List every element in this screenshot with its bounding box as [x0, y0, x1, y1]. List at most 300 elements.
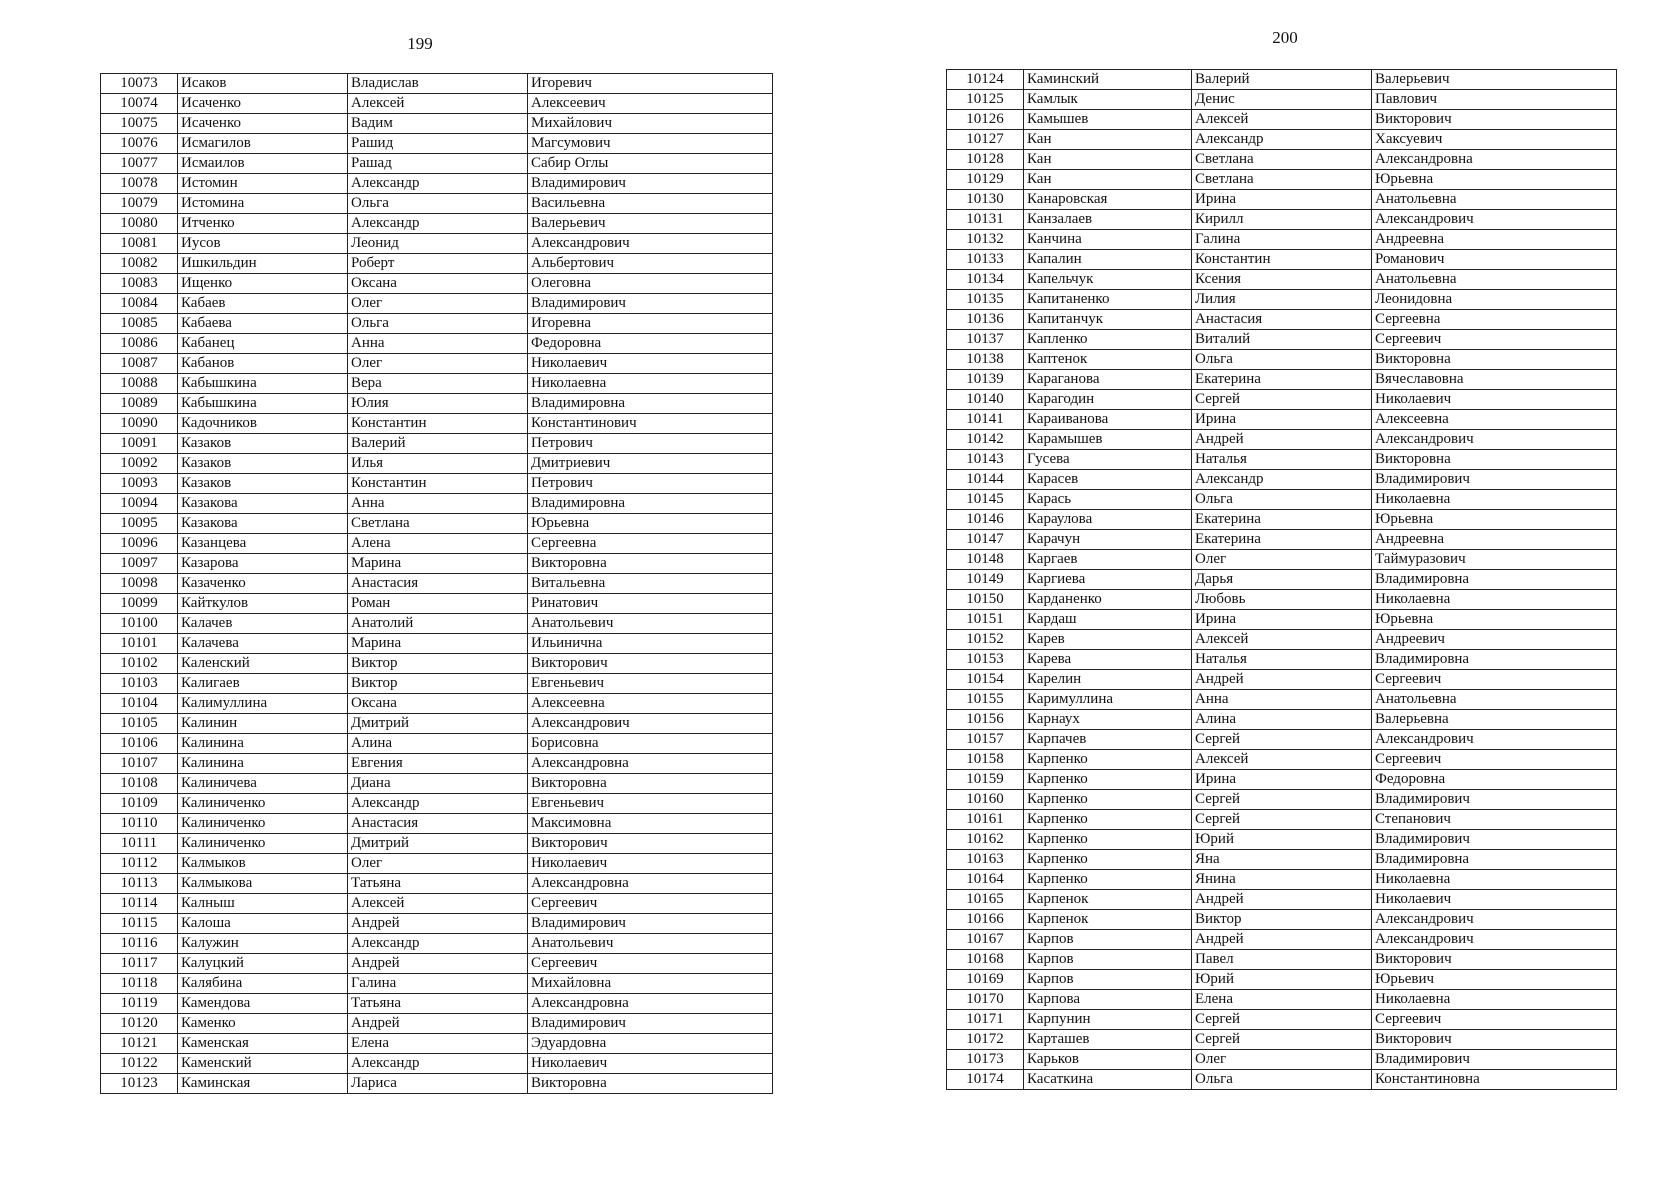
table-row — [947, 670, 1617, 690]
record-number-cell: 10173 — [947, 1050, 1024, 1070]
record-number-cell: 10076 — [101, 134, 178, 154]
record-number-cell: 10165 — [947, 890, 1024, 910]
patronymic-cell: Николаевич — [528, 854, 773, 874]
patronymic-cell: Магсумович — [528, 134, 773, 154]
patronymic-cell: Владимирович — [528, 1014, 773, 1034]
patronymic-cell: Александрович — [1372, 730, 1617, 750]
last-name-cell: Исмаилов — [178, 154, 348, 174]
last-name-cell: Карпенко — [1024, 810, 1192, 830]
table-row — [947, 550, 1617, 570]
last-name-cell: Каминский — [1024, 70, 1192, 90]
patronymic-cell: Николаевич — [528, 1054, 773, 1074]
last-name-cell: Казанцева — [178, 534, 348, 554]
first-name-cell: Татьяна — [348, 874, 528, 894]
first-name-cell: Илья — [348, 454, 528, 474]
table-row — [947, 370, 1617, 390]
table-row — [101, 154, 773, 174]
patronymic-cell: Александровна — [1372, 150, 1617, 170]
last-name-cell: Калябина — [178, 974, 348, 994]
first-name-cell: Галина — [348, 974, 528, 994]
record-number-cell: 10085 — [101, 314, 178, 334]
patronymic-cell: Викторович — [528, 654, 773, 674]
table-row — [101, 514, 773, 534]
record-number-cell: 10150 — [947, 590, 1024, 610]
last-name-cell: Истомин — [178, 174, 348, 194]
last-name-cell: Канзалаев — [1024, 210, 1192, 230]
first-name-cell: Виктор — [348, 654, 528, 674]
table-row — [101, 894, 773, 914]
table-row — [101, 654, 773, 674]
last-name-cell: Исаченко — [178, 114, 348, 134]
record-number-cell: 10105 — [101, 714, 178, 734]
patronymic-cell: Александровна — [528, 754, 773, 774]
patronymic-cell: Степанович — [1372, 810, 1617, 830]
patronymic-cell: Евгеньевич — [528, 674, 773, 694]
record-number-cell: 10167 — [947, 930, 1024, 950]
record-number-cell: 10095 — [101, 514, 178, 534]
patronymic-cell: Дмитриевич — [528, 454, 773, 474]
table-row — [101, 714, 773, 734]
table-row — [947, 810, 1617, 830]
patronymic-cell: Витальевна — [528, 574, 773, 594]
patronymic-cell: Петрович — [528, 474, 773, 494]
record-number-cell: 10094 — [101, 494, 178, 514]
last-name-cell: Караиванова — [1024, 410, 1192, 430]
table-row — [101, 454, 773, 474]
record-number-cell: 10164 — [947, 870, 1024, 890]
first-name-cell: Анна — [348, 494, 528, 514]
last-name-cell: Каргиева — [1024, 570, 1192, 590]
record-number-cell: 10099 — [101, 594, 178, 614]
last-name-cell: Карпенко — [1024, 750, 1192, 770]
patronymic-cell: Владимирович — [1372, 1050, 1617, 1070]
patronymic-cell: Владимирович — [528, 914, 773, 934]
first-name-cell: Алексей — [348, 894, 528, 914]
first-name-cell: Александр — [1192, 130, 1372, 150]
record-number-cell: 10148 — [947, 550, 1024, 570]
record-number-cell: 10108 — [101, 774, 178, 794]
patronymic-cell: Константиновна — [1372, 1070, 1617, 1090]
table-row — [101, 754, 773, 774]
table-row — [101, 1074, 773, 1094]
record-number-cell: 10171 — [947, 1010, 1024, 1030]
last-name-cell: Карпунин — [1024, 1010, 1192, 1030]
table-row — [947, 310, 1617, 330]
record-number-cell: 10147 — [947, 530, 1024, 550]
patronymic-cell: Павлович — [1372, 90, 1617, 110]
table-row — [101, 394, 773, 414]
table-row — [947, 1050, 1617, 1070]
first-name-cell: Олег — [348, 354, 528, 374]
last-name-cell: Калиниченко — [178, 834, 348, 854]
first-name-cell: Вадим — [348, 114, 528, 134]
record-number-cell: 10144 — [947, 470, 1024, 490]
patronymic-cell: Эдуардовна — [528, 1034, 773, 1054]
patronymic-cell: Александрович — [528, 714, 773, 734]
record-number-cell: 10078 — [101, 174, 178, 194]
record-number-cell: 10104 — [101, 694, 178, 714]
table-row — [947, 530, 1617, 550]
patronymic-cell: Ильинична — [528, 634, 773, 654]
first-name-cell: Юрий — [1192, 830, 1372, 850]
last-name-cell: Кабышкина — [178, 374, 348, 394]
table-row — [101, 734, 773, 754]
first-name-cell: Алина — [1192, 710, 1372, 730]
last-name-cell: Кабанов — [178, 354, 348, 374]
table-row — [101, 374, 773, 394]
patronymic-cell: Александровна — [528, 994, 773, 1014]
record-number-cell: 10155 — [947, 690, 1024, 710]
last-name-cell: Карева — [1024, 650, 1192, 670]
patronymic-cell: Сергеевич — [1372, 750, 1617, 770]
last-name-cell: Кабаев — [178, 294, 348, 314]
patronymic-cell: Викторовна — [528, 1074, 773, 1094]
patronymic-cell: Викторович — [528, 834, 773, 854]
last-name-cell: Кан — [1024, 150, 1192, 170]
first-name-cell: Лариса — [348, 1074, 528, 1094]
last-name-cell: Калужин — [178, 934, 348, 954]
first-name-cell: Александр — [1192, 470, 1372, 490]
last-name-cell: Карпов — [1024, 930, 1192, 950]
patronymic-cell: Юрьевна — [528, 514, 773, 534]
last-name-cell: Карпенок — [1024, 890, 1192, 910]
first-name-cell: Елена — [1192, 990, 1372, 1010]
record-number-cell: 10131 — [947, 210, 1024, 230]
record-number-cell: 10081 — [101, 234, 178, 254]
first-name-cell: Роман — [348, 594, 528, 614]
table-row — [101, 634, 773, 654]
first-name-cell: Дмитрий — [348, 714, 528, 734]
patronymic-cell: Николаевич — [1372, 890, 1617, 910]
patronymic-cell: Юрьевна — [1372, 510, 1617, 530]
record-number-cell: 10134 — [947, 270, 1024, 290]
first-name-cell: Денис — [1192, 90, 1372, 110]
last-name-cell: Исмагилов — [178, 134, 348, 154]
patronymic-cell: Александрович — [1372, 930, 1617, 950]
last-name-cell: Калигаев — [178, 674, 348, 694]
patronymic-cell: Николаевна — [1372, 990, 1617, 1010]
patronymic-cell: Максимовна — [528, 814, 773, 834]
record-number-cell: 10123 — [101, 1074, 178, 1094]
first-name-cell: Диана — [348, 774, 528, 794]
first-name-cell: Сергей — [1192, 790, 1372, 810]
table-row — [947, 390, 1617, 410]
first-name-cell: Светлана — [1192, 170, 1372, 190]
patronymic-cell: Викторовна — [1372, 450, 1617, 470]
record-number-cell: 10125 — [947, 90, 1024, 110]
table-row — [101, 94, 773, 114]
table-row — [947, 430, 1617, 450]
patronymic-cell: Сергеевич — [1372, 670, 1617, 690]
patronymic-cell: Андреевич — [1372, 630, 1617, 650]
first-name-cell: Екатерина — [1192, 370, 1372, 390]
first-name-cell: Леонид — [348, 234, 528, 254]
record-number-cell: 10086 — [101, 334, 178, 354]
record-number-cell: 10119 — [101, 994, 178, 1014]
first-name-cell: Анастасия — [348, 814, 528, 834]
table-row — [101, 794, 773, 814]
first-name-cell: Андрей — [1192, 930, 1372, 950]
record-number-cell: 10106 — [101, 734, 178, 754]
table-row — [947, 330, 1617, 350]
last-name-cell: Карпенок — [1024, 910, 1192, 930]
patronymic-cell: Анатольевна — [1372, 190, 1617, 210]
patronymic-cell: Анатольевна — [1372, 270, 1617, 290]
record-number-cell: 10082 — [101, 254, 178, 274]
last-name-cell: Касаткина — [1024, 1070, 1192, 1090]
table-row — [947, 270, 1617, 290]
first-name-cell: Анна — [348, 334, 528, 354]
record-number-cell: 10158 — [947, 750, 1024, 770]
patronymic-cell: Владимирович — [528, 174, 773, 194]
table-row — [947, 970, 1617, 990]
first-name-cell: Светлана — [1192, 150, 1372, 170]
table-row — [101, 354, 773, 374]
table-row — [101, 994, 773, 1014]
last-name-cell: Камышев — [1024, 110, 1192, 130]
patronymic-cell: Викторовна — [528, 774, 773, 794]
first-name-cell: Ольга — [348, 314, 528, 334]
last-name-cell: Капалин — [1024, 250, 1192, 270]
last-name-cell: Калоша — [178, 914, 348, 934]
table-row — [101, 574, 773, 594]
table-row — [101, 1014, 773, 1034]
patronymic-cell: Александрович — [1372, 430, 1617, 450]
record-number-cell: 10170 — [947, 990, 1024, 1010]
page-number: 199 — [407, 34, 433, 53]
first-name-cell: Янина — [1192, 870, 1372, 890]
last-name-cell: Каленский — [178, 654, 348, 674]
patronymic-cell: Альбертович — [528, 254, 773, 274]
patronymic-cell: Сергеевич — [528, 954, 773, 974]
first-name-cell: Олег — [1192, 550, 1372, 570]
last-name-cell: Карпов — [1024, 970, 1192, 990]
patronymic-cell: Александрович — [1372, 210, 1617, 230]
patronymic-cell: Викторович — [1372, 1030, 1617, 1050]
record-number-cell: 10169 — [947, 970, 1024, 990]
patronymic-cell: Михайлович — [528, 114, 773, 134]
record-number-cell: 10107 — [101, 754, 178, 774]
last-name-cell: Кан — [1024, 130, 1192, 150]
table-row — [947, 490, 1617, 510]
first-name-cell: Рашид — [348, 134, 528, 154]
last-name-cell: Кабанец — [178, 334, 348, 354]
patronymic-cell: Владимировна — [1372, 850, 1617, 870]
table-row — [947, 990, 1617, 1010]
first-name-cell: Константин — [348, 414, 528, 434]
first-name-cell: Алексей — [348, 94, 528, 114]
patronymic-cell: Александрович — [1372, 910, 1617, 930]
last-name-cell: Карпов — [1024, 950, 1192, 970]
first-name-cell: Светлана — [348, 514, 528, 534]
last-name-cell: Истомина — [178, 194, 348, 214]
patronymic-cell: Алексеевич — [528, 94, 773, 114]
table-row — [101, 314, 773, 334]
last-name-cell: Калныш — [178, 894, 348, 914]
record-number-cell: 10122 — [101, 1054, 178, 1074]
first-name-cell: Елена — [348, 1034, 528, 1054]
first-name-cell: Андрей — [1192, 670, 1372, 690]
patronymic-cell: Ринатович — [528, 594, 773, 614]
first-name-cell: Вера — [348, 374, 528, 394]
first-name-cell: Олег — [348, 294, 528, 314]
last-name-cell: Кайткулов — [178, 594, 348, 614]
record-number-cell: 10102 — [101, 654, 178, 674]
last-name-cell: Каримуллина — [1024, 690, 1192, 710]
patronymic-cell: Валерьевич — [1372, 70, 1617, 90]
last-name-cell: Кабаева — [178, 314, 348, 334]
table-row — [947, 730, 1617, 750]
record-number-cell: 10153 — [947, 650, 1024, 670]
patronymic-cell: Николаевна — [1372, 590, 1617, 610]
last-name-cell: Казакова — [178, 494, 348, 514]
last-name-cell: Ищенко — [178, 274, 348, 294]
table-row — [101, 174, 773, 194]
last-name-cell: Кардаш — [1024, 610, 1192, 630]
first-name-cell: Андрей — [1192, 430, 1372, 450]
patronymic-cell: Алексеевна — [528, 694, 773, 714]
table-row — [947, 650, 1617, 670]
patronymic-cell: Викторовна — [1372, 350, 1617, 370]
last-name-cell: Калуцкий — [178, 954, 348, 974]
last-name-cell: Канаровская — [1024, 190, 1192, 210]
table-row — [947, 910, 1617, 930]
record-number-cell: 10156 — [947, 710, 1024, 730]
patronymic-cell: Леонидовна — [1372, 290, 1617, 310]
patronymic-cell: Вячеславовна — [1372, 370, 1617, 390]
patronymic-cell: Борисовна — [528, 734, 773, 754]
record-number-cell: 10124 — [947, 70, 1024, 90]
record-number-cell: 10172 — [947, 1030, 1024, 1050]
last-name-cell: Исаченко — [178, 94, 348, 114]
last-name-cell: Карпенко — [1024, 770, 1192, 790]
patronymic-cell: Владимировна — [528, 494, 773, 514]
table-row — [947, 870, 1617, 890]
patronymic-cell: Николаевич — [528, 354, 773, 374]
patronymic-cell: Владимирович — [1372, 470, 1617, 490]
last-name-cell: Камлык — [1024, 90, 1192, 110]
record-number-cell: 10159 — [947, 770, 1024, 790]
last-name-cell: Каптенок — [1024, 350, 1192, 370]
first-name-cell: Галина — [1192, 230, 1372, 250]
record-number-cell: 10149 — [947, 570, 1024, 590]
last-name-cell: Карагодин — [1024, 390, 1192, 410]
first-name-cell: Кирилл — [1192, 210, 1372, 230]
table-row — [101, 834, 773, 854]
first-name-cell: Андрей — [348, 954, 528, 974]
first-name-cell: Рашад — [348, 154, 528, 174]
first-name-cell: Александр — [348, 174, 528, 194]
patronymic-cell: Валерьевич — [528, 214, 773, 234]
table-row — [947, 1030, 1617, 1050]
last-name-cell: Калиниченко — [178, 794, 348, 814]
first-name-cell: Олег — [348, 854, 528, 874]
patronymic-cell: Александрович — [528, 234, 773, 254]
table-row — [101, 114, 773, 134]
last-name-cell: Карпенко — [1024, 830, 1192, 850]
record-number-cell: 10154 — [947, 670, 1024, 690]
patronymic-cell: Викторович — [1372, 950, 1617, 970]
last-name-cell: Калимуллина — [178, 694, 348, 714]
first-name-cell: Павел — [1192, 950, 1372, 970]
patronymic-cell: Николаевна — [528, 374, 773, 394]
record-number-cell: 10087 — [101, 354, 178, 374]
record-number-cell: 10091 — [101, 434, 178, 454]
last-name-cell: Карьков — [1024, 1050, 1192, 1070]
last-name-cell: Каргаев — [1024, 550, 1192, 570]
last-name-cell: Камендова — [178, 994, 348, 1014]
first-name-cell: Ксения — [1192, 270, 1372, 290]
first-name-cell: Ольга — [1192, 350, 1372, 370]
table-row — [947, 630, 1617, 650]
first-name-cell: Анастасия — [348, 574, 528, 594]
first-name-cell: Александр — [348, 214, 528, 234]
record-number-cell: 10127 — [947, 130, 1024, 150]
last-name-cell: Карпачев — [1024, 730, 1192, 750]
last-name-cell: Каменская — [178, 1034, 348, 1054]
first-name-cell: Сергей — [1192, 730, 1372, 750]
first-name-cell: Андрей — [1192, 890, 1372, 910]
record-number-cell: 10112 — [101, 854, 178, 874]
first-name-cell: Ольга — [1192, 490, 1372, 510]
first-name-cell: Юрий — [1192, 970, 1372, 990]
last-name-cell: Карасев — [1024, 470, 1192, 490]
record-number-cell: 10157 — [947, 730, 1024, 750]
table-row — [947, 850, 1617, 870]
table-row — [947, 890, 1617, 910]
patronymic-cell: Анатольевна — [1372, 690, 1617, 710]
table-row — [101, 874, 773, 894]
record-number-cell: 10080 — [101, 214, 178, 234]
first-name-cell: Ирина — [1192, 410, 1372, 430]
last-name-cell: Кабышкина — [178, 394, 348, 414]
last-name-cell: Карпова — [1024, 990, 1192, 1010]
last-name-cell: Каменко — [178, 1014, 348, 1034]
record-number-cell: 10168 — [947, 950, 1024, 970]
record-number-cell: 10174 — [947, 1070, 1024, 1090]
first-name-cell: Александр — [348, 794, 528, 814]
patronymic-cell: Сабир Оглы — [528, 154, 773, 174]
first-name-cell: Виталий — [1192, 330, 1372, 350]
last-name-cell: Казакова — [178, 514, 348, 534]
table-row — [101, 1054, 773, 1074]
last-name-cell: Калмыков — [178, 854, 348, 874]
record-number-cell: 10142 — [947, 430, 1024, 450]
table-row — [947, 350, 1617, 370]
first-name-cell: Дмитрий — [348, 834, 528, 854]
record-number-cell: 10079 — [101, 194, 178, 214]
first-name-cell: Ирина — [1192, 190, 1372, 210]
record-number-cell: 10114 — [101, 894, 178, 914]
last-name-cell: Иусов — [178, 234, 348, 254]
table-row — [947, 610, 1617, 630]
record-number-cell: 10130 — [947, 190, 1024, 210]
record-number-cell: 10101 — [101, 634, 178, 654]
patronymic-cell: Владимирович — [528, 294, 773, 314]
first-name-cell: Наталья — [1192, 650, 1372, 670]
record-number-cell: 10151 — [947, 610, 1024, 630]
patronymic-cell: Игоревна — [528, 314, 773, 334]
record-number-cell: 10093 — [101, 474, 178, 494]
patronymic-cell: Андреевна — [1372, 230, 1617, 250]
patronymic-cell: Юрьевич — [1372, 970, 1617, 990]
first-name-cell: Ольга — [348, 194, 528, 214]
last-name-cell: Карпенко — [1024, 850, 1192, 870]
first-name-cell: Юлия — [348, 394, 528, 414]
last-name-cell: Карамышев — [1024, 430, 1192, 450]
record-number-cell: 10090 — [101, 414, 178, 434]
table-row — [947, 830, 1617, 850]
